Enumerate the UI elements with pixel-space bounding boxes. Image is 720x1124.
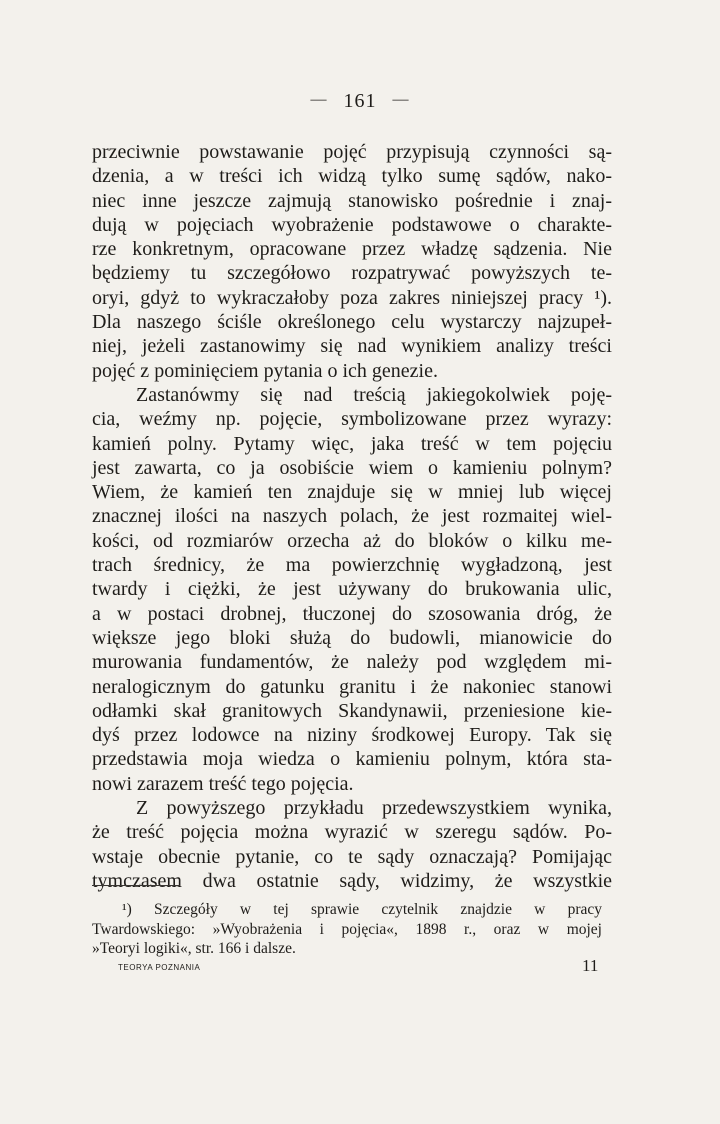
text-line: niec inne jeszcze zajmują stanowisko pośrednie i znaj-: [92, 189, 612, 212]
text-line: wstaje obecnie pytanie, co te sądy oznaczają? Pomijając: [92, 845, 612, 868]
text-line: rze konkretnym, opracowane przez władzę sądzenia. Nie: [92, 238, 612, 261]
footnote-line: »Teoryi logiki«, str. 166 i dalsze.: [92, 940, 296, 957]
text-line: kamień polny. Pytamy więc, jaka treść w tem pojęciu: [92, 432, 612, 455]
text-line: murowania fundamentów, że należy pod względem mi-: [92, 651, 612, 674]
footnote-line: ¹) Szczegóły w tej sprawie czytelnik znajdzie w pracy: [122, 901, 602, 918]
header-dash-right: —: [392, 91, 410, 108]
text-line: większe jego bloki służą do budowli, mianowicie do: [92, 626, 612, 649]
text-line: Z powyższego przykładu przedewszystkiem wynika,: [136, 797, 612, 820]
text-line: Dla naszego ściśle określonego celu wystarczy najzupeł-: [92, 311, 612, 334]
text-line: tymczasem dwa ostatnie sądy, widzimy, że wszystkie: [92, 869, 612, 892]
page-header: [0, 90, 720, 113]
text-line: przeciwnie powstawanie pojęć przypisują czynności są-: [92, 141, 612, 163]
text-line: dyś przez lodowce na niziny środkowej Europy. Tak się: [92, 724, 612, 747]
text-line: kości, od rozmiarów orzecha aż do bloków o kilku me-: [92, 529, 612, 552]
header-dash-left: —: [310, 91, 328, 108]
text-line: odłamki skał granitowych Skandynawii, przeniesione kie-: [92, 699, 612, 722]
body-text: [92, 140, 612, 893]
text-line: pojęć z pominięciem pytania o ich genezie.: [92, 359, 438, 382]
text-line: jest zawarta, co ja osobiście wiem o kamieniu polnym?: [92, 456, 612, 479]
text-line: dzenia, a w treści ich widzą tylko sumę sądów, nako-: [92, 165, 612, 188]
text-line: znacznej ilości na naszych polach, że jest rozmaitej wiel-: [92, 505, 612, 528]
text-line: Zastanówmy się nad treścią jakiegokolwiek poję-: [136, 383, 612, 406]
text-line: trach średnicy, że ma powierzchnię wygładzoną, jest: [92, 554, 612, 577]
sheet-number: 11: [582, 956, 599, 975]
footnote: [92, 900, 602, 959]
footnote-line: Twardowskiego: »Wyobrażenia i pojęcia«, 1898 r., oraz w mojej: [92, 920, 602, 938]
text-line: przedstawia moja wiedza o kamieniu polnym, która sta-: [92, 748, 612, 771]
text-line: neralogicznym do gatunku granitu i że nakoniec stanowi: [92, 675, 612, 698]
text-line: oryi, gdyż to wykraczałoby poza zakres niniejszej pracy ¹).: [92, 286, 612, 309]
text-line: będziemy tu szczegółowo rozpatrywać powyższych te-: [92, 262, 612, 285]
text-line: twardy i ciężki, że jest używany do brukowania ulic,: [92, 578, 612, 601]
text-line: niej, jeżeli zastanowimy się nad wynikiem analizy treści: [92, 335, 612, 358]
text-line: cia, weźmy np. pojęcie, symbolizowane przez wyrazy:: [92, 408, 612, 431]
text-line: a w postaci drobnej, tłuczonej do szosowania dróg, że: [92, 602, 612, 625]
text-line: Wiem, że kamień ten znajduje się w mniej lub więcej: [92, 481, 612, 504]
text-line: nowi zarazem treść tego pojęcia.: [92, 772, 354, 795]
text-line: dują w pojęciach wyobrażenie podstawowe o charakte-: [92, 213, 612, 236]
printer-signature: TEORYA POZNANIA: [118, 963, 201, 972]
page-number: 161: [343, 90, 377, 112]
text-line: że treść pojęcia można wyrazić w szeregu sądów. Po-: [92, 821, 612, 844]
footnote-rule: [92, 885, 180, 886]
